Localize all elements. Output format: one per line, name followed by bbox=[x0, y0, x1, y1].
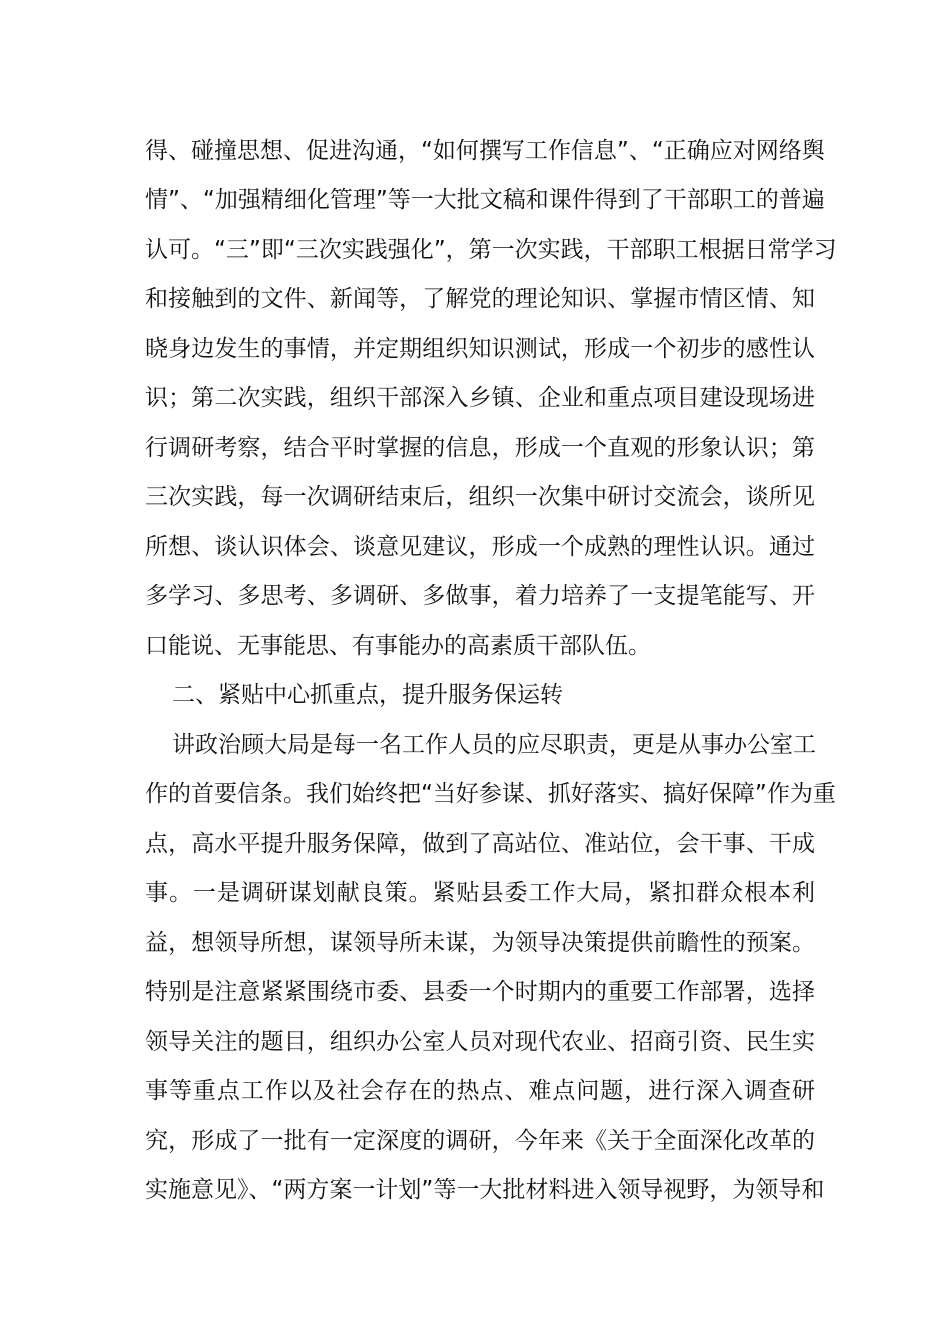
paragraph-line: 识；第二次实践，组织干部深入乡镇、企业和重点项目建设现场进 bbox=[145, 385, 815, 411]
section-heading: 二、紧贴中心抓重点，提升服务保运转 bbox=[172, 682, 563, 708]
paragraph-line: 究，形成了一批有一定深度的调研，今年来《关于全面深化改革的 bbox=[145, 1128, 815, 1154]
paragraph-line: 三次实践，每一次调研结束后，组织一次集中研讨交流会，谈所见 bbox=[145, 484, 815, 510]
paragraph-line: 领导关注的题目，组织办公室人员对现代农业、招商引资、民生实 bbox=[145, 1029, 815, 1055]
paragraph-line: 得、碰撞思想、促进沟通，“如何撰写工作信息”、“正确应对网络舆 bbox=[145, 138, 825, 164]
paragraph-line: 事。一是调研谋划献良策。紧贴县委工作大局，紧扣群众根本利 bbox=[145, 880, 815, 906]
paragraph-line: 实施意见》、“两方案一计划”等一大批材料进入领导视野，为领导和 bbox=[145, 1177, 825, 1203]
paragraph-line: 口能说、无事能思、有事能办的高素质干部队伍。 bbox=[145, 633, 651, 659]
paragraph-line: 认可。“三”即“三次实践强化”，第一次实践，干部职工根据日常学习 bbox=[145, 237, 837, 263]
paragraph-line: 讲政治顾大局是每一名工作人员的应尽职责，更是从事办公室工 bbox=[172, 732, 816, 758]
paragraph-line: 点，高水平提升服务保障，做到了高站位、准站位，会干事、干成 bbox=[145, 831, 815, 857]
paragraph-line: 特别是注意紧紧围绕市委、县委一个时期内的重要工作部署，选择 bbox=[145, 979, 815, 1005]
paragraph-line: 和接触到的文件、新闻等，了解党的理论知识、掌握市情区情、知 bbox=[145, 286, 815, 312]
paragraph-line: 多学习、多思考、多调研、多做事，着力培养了一支提笔能写、开 bbox=[145, 583, 815, 609]
paragraph-line: 行调研考察，结合平时掌握的信息，形成一个直观的形象认识；第 bbox=[145, 435, 815, 461]
paragraph-line: 晓身边发生的事情，并定期组织知识测试，形成一个初步的感性认 bbox=[145, 336, 815, 362]
paragraph-line: 事等重点工作以及社会存在的热点、难点问题，进行深入调查研 bbox=[145, 1078, 815, 1104]
paragraph-line: 益，想领导所想，谋领导所未谋，为领导决策提供前瞻性的预案。 bbox=[145, 930, 815, 956]
paragraph-line: 情”、“加强精细化管理”等一大批文稿和课件得到了干部职工的普遍 bbox=[145, 187, 825, 213]
paragraph-line: 所想、谈认识体会、谈意见建议，形成一个成熟的理性认识。通过 bbox=[145, 534, 815, 560]
paragraph-line: 作的首要信条。我们始终把“当好参谋、抓好落实、搞好保障”作为重 bbox=[145, 781, 836, 807]
